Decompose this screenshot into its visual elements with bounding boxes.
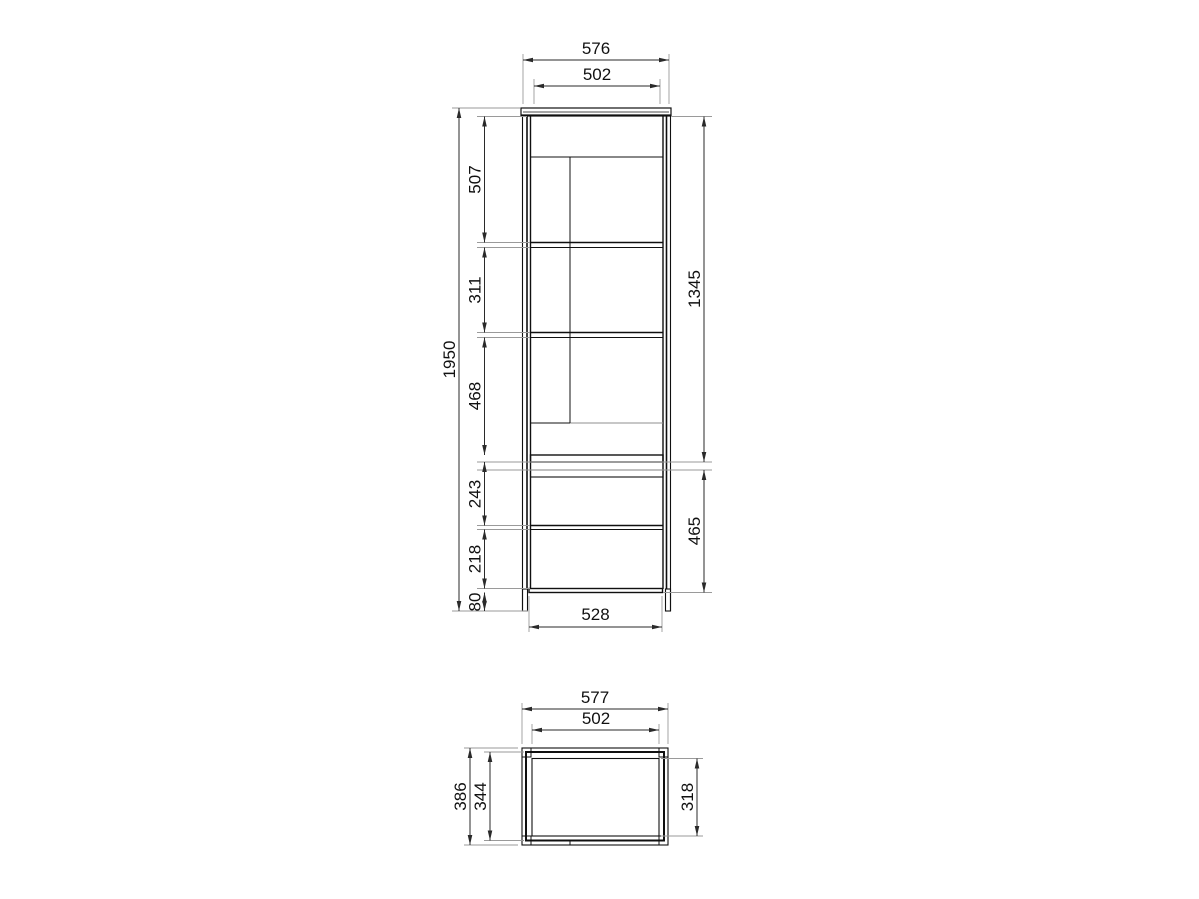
plan-dimensions <box>451 688 697 845</box>
dim-label-plan-opening-width: 502 <box>581 709 611 728</box>
dim-plan-overall-depth <box>451 748 470 845</box>
dim-label-front-top-section: 507 <box>465 165 485 194</box>
front-extension-lines <box>452 54 712 632</box>
plan-mid-frame <box>526 752 664 841</box>
dim-front-lower-carcass-height <box>685 470 704 593</box>
dim-front-overall-width <box>523 39 669 60</box>
front-view <box>440 39 712 632</box>
upper-carcass-bottom-panel <box>531 455 664 462</box>
front-left-leg <box>523 589 528 611</box>
dim-front-lower-gap-lower <box>466 530 485 589</box>
dim-front-leg-height <box>466 593 485 612</box>
dim-label-front-overall-height: 1950 <box>440 340 459 379</box>
dim-plan-overall-width <box>522 688 668 709</box>
dim-label-front-upper-carcass-height: 1345 <box>685 270 704 308</box>
dim-label-front-opening-width: 502 <box>582 65 612 84</box>
dim-label-front-leg-height: 80 <box>465 592 485 612</box>
dim-front-lower-gap-upper <box>466 462 485 526</box>
top-view <box>451 688 703 845</box>
dim-label-plan-inner-depth: 318 <box>678 782 697 812</box>
dim-front-shelf-gap-upper <box>466 248 485 333</box>
plan-inner-opening <box>532 759 659 837</box>
dim-label-plan-mid-depth: 344 <box>471 782 490 811</box>
dim-front-shelf-gap-lower <box>466 338 485 456</box>
dim-label-front-overall-width: 576 <box>581 39 611 58</box>
dim-front-opening-width <box>534 65 660 86</box>
dim-plan-mid-depth <box>471 752 490 841</box>
dim-label-front-lower-gap-lower: 218 <box>465 544 485 574</box>
cabinet-plan-outline <box>522 748 668 845</box>
dim-label-plan-overall-width: 577 <box>580 688 610 707</box>
dim-label-front-lower-carcass-height: 465 <box>685 516 704 546</box>
dim-front-top-section <box>466 117 485 243</box>
dim-plan-opening-width <box>532 709 659 730</box>
dim-label-front-base-width: 528 <box>581 605 610 624</box>
dim-front-upper-carcass-height <box>685 117 704 463</box>
dim-label-front-shelf-gap-upper: 311 <box>465 276 485 304</box>
lower-carcass-top-panel <box>531 470 664 477</box>
dim-front-overall-height <box>440 108 459 611</box>
bottom-panel <box>529 589 663 593</box>
dim-label-plan-overall-depth: 386 <box>451 782 470 811</box>
cabinet-front-outline <box>521 108 671 611</box>
dim-front-base-width <box>529 605 662 627</box>
dim-label-front-shelf-gap-lower: 468 <box>465 381 485 411</box>
dim-label-front-lower-gap-upper: 243 <box>465 479 485 509</box>
dim-plan-inner-depth <box>678 759 697 837</box>
plan-outer-frame <box>522 748 668 845</box>
